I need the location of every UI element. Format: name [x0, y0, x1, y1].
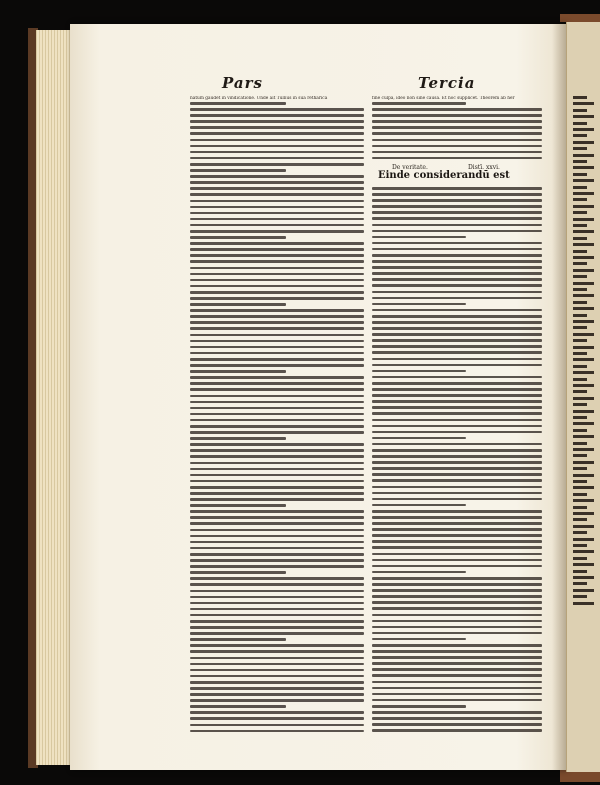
text-line — [190, 315, 364, 318]
text-line — [573, 544, 587, 547]
text-line — [573, 205, 594, 208]
text-line — [372, 321, 542, 324]
text-line — [372, 412, 542, 415]
text-line — [190, 346, 364, 349]
text-line — [190, 449, 364, 452]
text-line — [372, 449, 542, 452]
text-line — [190, 626, 364, 629]
text-line — [190, 157, 364, 160]
text-line — [573, 262, 587, 265]
text-line — [190, 559, 364, 562]
text-line — [372, 126, 542, 129]
text-line — [372, 528, 542, 531]
text-line — [573, 326, 587, 329]
text-line — [372, 674, 542, 677]
text-line — [372, 327, 542, 330]
text-line — [372, 431, 542, 434]
text-line — [573, 410, 594, 413]
text-line — [372, 151, 542, 154]
text-line — [372, 406, 542, 409]
text-line — [573, 365, 587, 368]
text-line — [573, 486, 594, 489]
text-line — [372, 601, 542, 604]
text-line — [372, 139, 542, 142]
text-line — [190, 303, 286, 306]
text-line — [573, 480, 587, 483]
text-line — [573, 499, 594, 502]
text-line — [190, 163, 364, 166]
text-line — [573, 384, 594, 387]
text-line — [372, 333, 542, 336]
text-line — [372, 589, 542, 592]
text-line — [573, 429, 587, 432]
text-line — [190, 187, 364, 190]
text-line — [573, 570, 587, 573]
text-line — [573, 454, 587, 457]
text-line — [573, 416, 587, 419]
text-line — [372, 437, 466, 440]
text-line — [372, 467, 542, 470]
text-line — [372, 236, 466, 239]
text-line — [372, 577, 542, 580]
text-line — [190, 583, 364, 586]
text-line — [190, 273, 364, 276]
text-line — [190, 705, 286, 708]
text-line — [573, 576, 594, 579]
text-line — [573, 448, 594, 451]
text-line — [372, 345, 542, 348]
text-line — [190, 462, 364, 465]
text-line — [573, 435, 594, 438]
text-line — [573, 166, 594, 169]
text-line — [372, 492, 542, 495]
text-line — [372, 565, 542, 568]
text-line — [190, 455, 364, 458]
text-line — [573, 563, 594, 566]
text-line — [573, 602, 594, 605]
text-line — [372, 498, 542, 501]
text-line — [573, 314, 587, 317]
text-line — [372, 224, 542, 227]
text-line — [372, 145, 542, 148]
text-line — [573, 102, 594, 105]
text-line — [372, 486, 542, 489]
text-line — [190, 669, 364, 672]
text-line — [372, 705, 466, 708]
text-line — [372, 534, 542, 537]
text-line — [372, 662, 542, 665]
text-line — [190, 730, 364, 733]
text-line — [190, 242, 364, 245]
text-line — [190, 657, 364, 660]
text-line — [573, 467, 587, 470]
text-line — [573, 192, 594, 195]
text-line — [372, 382, 542, 385]
right-page-edge — [566, 22, 600, 772]
text-line — [573, 474, 594, 477]
text-line — [573, 294, 594, 297]
text-line — [190, 650, 364, 653]
text-line — [372, 370, 466, 373]
text-line — [372, 455, 542, 458]
text-line — [372, 419, 542, 422]
text-line — [372, 595, 542, 598]
text-line — [190, 395, 364, 398]
text-line — [190, 206, 364, 209]
text-line — [372, 583, 542, 586]
text-line — [573, 186, 587, 189]
text-line — [372, 394, 542, 397]
text-line — [372, 632, 542, 635]
text-line — [372, 364, 542, 367]
text-line — [573, 538, 594, 541]
text-line — [190, 145, 364, 148]
text-line — [573, 358, 594, 361]
text-line — [372, 425, 542, 428]
text-line — [573, 237, 587, 240]
text-line — [190, 644, 364, 647]
text-line — [573, 218, 594, 221]
text-line — [372, 351, 542, 354]
text-line — [190, 126, 364, 129]
text-line — [372, 693, 542, 696]
text-line — [190, 724, 364, 727]
text-line — [372, 559, 542, 562]
text-line — [573, 147, 587, 150]
text-line — [372, 254, 542, 257]
text-line — [190, 108, 364, 111]
text-line — [190, 340, 364, 343]
text-line — [573, 301, 587, 304]
text-line — [573, 339, 587, 342]
text-line — [190, 358, 364, 361]
text-line — [372, 443, 542, 446]
text-line — [372, 272, 542, 275]
text-line — [372, 266, 542, 269]
text-line — [190, 632, 364, 635]
text-line — [573, 128, 594, 131]
text-line — [190, 407, 364, 410]
text-line — [190, 279, 364, 282]
chapter-number: Distī. xxvi. — [468, 164, 500, 171]
text-line — [372, 540, 542, 543]
text-line — [573, 243, 594, 246]
text-line — [190, 181, 364, 184]
text-line — [372, 607, 542, 610]
text-line — [190, 169, 286, 172]
chapter-rubric: De veritate. — [392, 164, 428, 171]
text-line — [573, 307, 594, 310]
text-line — [573, 288, 587, 291]
text-line — [190, 327, 364, 330]
text-line — [190, 224, 364, 227]
text-line — [573, 269, 594, 272]
text-line — [190, 663, 364, 666]
text-line — [573, 557, 587, 560]
text-line — [372, 473, 542, 476]
text-line — [190, 681, 364, 684]
text-line — [573, 442, 587, 445]
text-line — [190, 151, 364, 154]
text-line — [372, 315, 542, 318]
text-line — [372, 504, 466, 507]
text-line — [372, 211, 542, 214]
text-line — [190, 675, 364, 678]
text-line — [190, 529, 364, 532]
text-line — [190, 431, 364, 434]
text-line — [372, 120, 542, 123]
text-line — [573, 211, 587, 214]
text-line — [573, 378, 587, 381]
text-line — [190, 334, 364, 337]
text-line — [190, 230, 364, 233]
text-line — [372, 729, 542, 732]
text-line — [573, 506, 587, 509]
text-line — [190, 285, 364, 288]
text-line — [190, 309, 364, 312]
text-line — [573, 518, 587, 521]
text-line — [573, 422, 594, 425]
text-line — [573, 115, 594, 118]
text-line — [372, 205, 542, 208]
text-line — [190, 498, 364, 501]
text-line — [190, 267, 364, 270]
text-line — [372, 723, 542, 726]
chapter-title: Einde considerandū est — [378, 170, 510, 181]
text-line — [190, 468, 364, 471]
text-line — [372, 278, 542, 281]
text-line — [190, 717, 364, 720]
text-line — [372, 614, 542, 617]
text-line — [372, 620, 542, 623]
text-line — [190, 492, 364, 495]
text-line — [190, 620, 364, 623]
text-line — [190, 193, 364, 196]
text-line — [190, 212, 364, 215]
text-line — [190, 382, 364, 385]
text-line — [190, 401, 364, 404]
text-line — [190, 480, 364, 483]
right-text-column — [372, 96, 542, 735]
text-line — [372, 108, 542, 111]
text-line — [372, 284, 542, 287]
text-line — [372, 388, 542, 391]
text-line — [573, 550, 594, 553]
text-line — [573, 390, 587, 393]
text-line — [190, 437, 286, 440]
text-line — [190, 200, 364, 203]
text-line — [190, 571, 286, 574]
text-line — [573, 141, 594, 144]
text-line — [190, 376, 364, 379]
text-line — [372, 376, 542, 379]
text-line — [573, 160, 587, 163]
text-line — [573, 461, 594, 464]
text-line — [372, 291, 542, 294]
text-line — [190, 443, 364, 446]
left-column-first-line: natum gaudet in vindicatione. Unde ait Tullius in sua retharica — [190, 96, 328, 101]
text-line — [372, 553, 542, 556]
text-line — [372, 656, 542, 659]
text-line — [372, 242, 542, 245]
text-line — [372, 638, 466, 641]
text-line — [372, 248, 542, 251]
text-line — [190, 291, 364, 294]
text-line — [573, 275, 587, 278]
text-line — [372, 699, 542, 702]
text-line — [573, 333, 594, 336]
text-line — [372, 717, 542, 720]
text-line — [573, 96, 587, 99]
text-line — [190, 364, 364, 367]
right-column-first-line: fine culpa, ideo non sine causa. Et hoc supplicet. Theorem ab her — [372, 96, 515, 101]
running-head-left: Pars — [222, 74, 263, 92]
text-line — [190, 614, 364, 617]
text-line — [190, 596, 364, 599]
text-line — [573, 282, 594, 285]
text-line — [372, 193, 542, 196]
text-line — [190, 699, 364, 702]
text-line — [190, 474, 364, 477]
text-line — [190, 565, 364, 568]
text-line — [573, 134, 587, 137]
text-line — [573, 371, 594, 374]
text-line — [190, 687, 364, 690]
text-line — [573, 352, 587, 355]
text-line — [372, 626, 542, 629]
text-line — [190, 547, 364, 550]
text-line — [372, 510, 542, 513]
text-line — [190, 510, 364, 513]
cover-edge-top — [560, 14, 600, 22]
left-text-column — [190, 96, 364, 736]
text-line — [372, 157, 542, 160]
text-line — [372, 102, 466, 105]
text-line — [372, 461, 542, 464]
text-line — [372, 217, 542, 220]
text-line — [573, 320, 594, 323]
text-line — [573, 198, 587, 201]
text-line — [372, 339, 542, 342]
text-line — [372, 546, 542, 549]
text-line — [573, 403, 587, 406]
text-line — [573, 525, 594, 528]
text-line — [372, 358, 542, 361]
text-line — [372, 650, 542, 653]
text-line — [573, 397, 594, 400]
text-line — [190, 175, 364, 178]
text-line — [190, 590, 364, 593]
running-head-right: Tercia — [418, 74, 476, 92]
text-line — [573, 531, 587, 534]
text-line — [372, 711, 542, 714]
text-line — [190, 388, 364, 391]
text-line — [372, 479, 542, 482]
text-line — [573, 512, 594, 515]
text-line — [372, 297, 542, 300]
text-line — [190, 260, 364, 263]
text-line — [190, 248, 364, 251]
text-line — [190, 370, 286, 373]
text-line — [190, 114, 364, 117]
text-line — [372, 132, 542, 135]
text-line — [573, 250, 587, 253]
text-line — [190, 102, 286, 105]
text-line — [190, 602, 364, 605]
text-line — [372, 114, 542, 117]
text-line — [372, 522, 542, 525]
text-line — [372, 303, 466, 306]
text-line — [190, 254, 364, 257]
text-line — [372, 571, 466, 574]
text-line — [190, 608, 364, 611]
text-line — [190, 218, 364, 221]
text-line — [372, 687, 542, 690]
text-line — [190, 139, 364, 142]
text-line — [372, 644, 542, 647]
text-line — [372, 516, 542, 519]
text-line — [372, 230, 542, 233]
text-line — [190, 132, 364, 135]
text-line — [190, 711, 364, 714]
text-line — [190, 236, 286, 239]
text-line — [573, 179, 594, 182]
text-line — [190, 419, 364, 422]
text-line — [190, 425, 364, 428]
text-line — [372, 187, 542, 190]
text-line — [190, 321, 364, 324]
text-line — [573, 224, 587, 227]
text-line — [190, 577, 364, 580]
text-line — [372, 668, 542, 671]
text-line — [573, 582, 587, 585]
text-line — [573, 595, 587, 598]
text-line — [573, 493, 587, 496]
text-line — [573, 589, 594, 592]
text-line — [190, 516, 364, 519]
text-line — [573, 109, 587, 112]
text-line — [372, 681, 542, 684]
text-line — [372, 309, 542, 312]
text-line — [190, 297, 364, 300]
text-line — [573, 256, 594, 259]
text-line — [190, 693, 364, 696]
text-line — [190, 522, 364, 525]
text-line — [573, 346, 594, 349]
page-gutter — [552, 24, 566, 770]
text-line — [190, 541, 364, 544]
text-line — [573, 230, 594, 233]
text-line — [372, 260, 542, 263]
text-line — [372, 199, 542, 202]
text-line — [190, 413, 364, 416]
text-line — [573, 154, 594, 157]
text-line — [372, 400, 542, 403]
text-line — [190, 486, 364, 489]
text-line — [190, 120, 364, 123]
text-line — [573, 122, 587, 125]
text-line — [190, 352, 364, 355]
text-line — [573, 173, 587, 176]
text-line — [190, 638, 286, 641]
text-line — [190, 504, 286, 507]
text-line — [190, 535, 364, 538]
text-line — [190, 553, 364, 556]
